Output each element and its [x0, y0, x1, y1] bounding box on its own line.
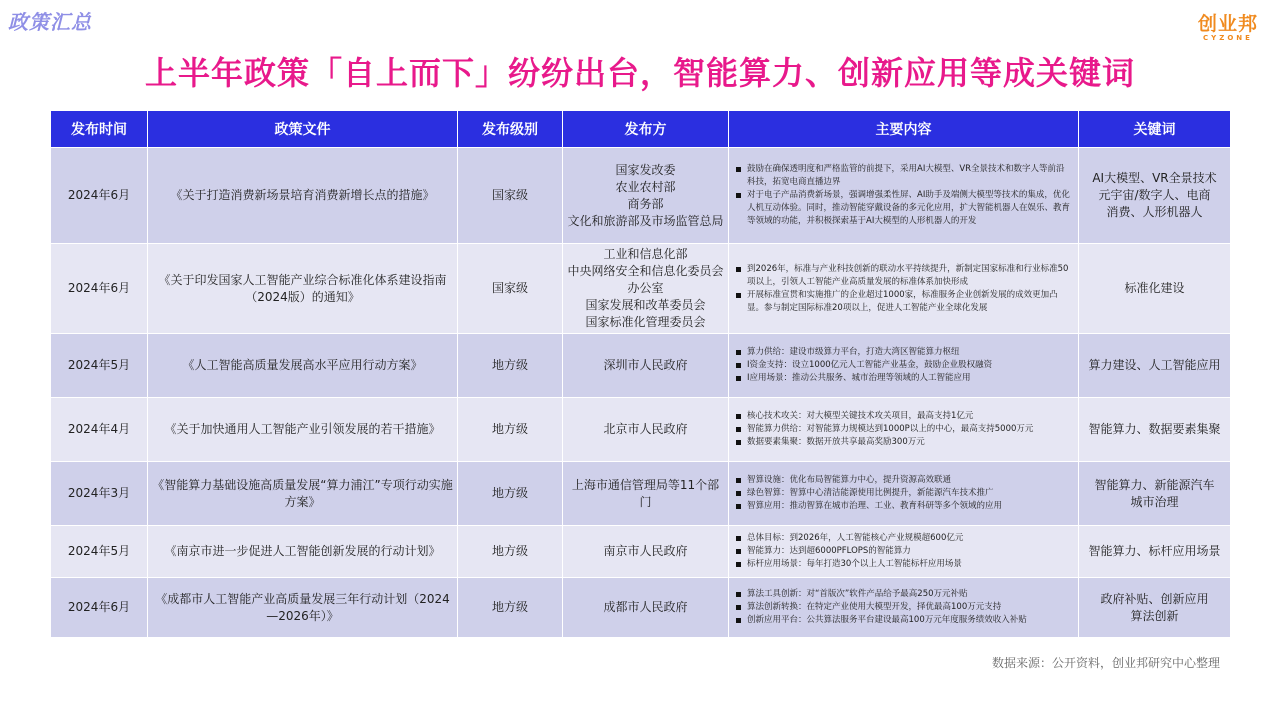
content-bullet: 总体目标：到2026年，人工智能核心产业规模超600亿元 — [747, 532, 1072, 545]
cell-content — [729, 334, 1079, 398]
content-list — [735, 532, 1072, 571]
cell-level: 地方级 — [458, 526, 563, 578]
content-bullet: 鼓励在确保透明度和严格监管的前提下，采用AI大模型、VR全景技术和数字人等前沿科技，拓宽电商直播边界 — [747, 163, 1072, 189]
content-bullet: 绿色智算：智算中心清洁能源使用比例提升，新能源汽车技术推广 — [747, 487, 1072, 500]
cell-level: 国家级 — [458, 244, 563, 334]
issuer-line: 成都市人民政府 — [603, 600, 688, 614]
content-bullet: 算法创新转换：在特定产业使用大模型开发，择优最高100万元支持 — [747, 601, 1072, 614]
table-row — [51, 578, 1231, 638]
content-bullet: 核心技术攻关：对大模型关键技术攻关项目，最高支持1亿元 — [747, 410, 1072, 423]
cell-level: 国家级 — [458, 148, 563, 244]
cell-document: 《成都市人工智能产业高质量发展三年行动计划（2024—2026年）》 — [148, 578, 458, 638]
content-bullet: I资金支持：设立1000亿元人工智能产业基金，鼓励企业股权融资 — [747, 359, 1072, 372]
cell-date: 2024年5月 — [51, 526, 148, 578]
content-bullet: 智能算力：达到超6000PFLOPS的智能算力 — [747, 545, 1072, 558]
content-list — [735, 474, 1072, 513]
keyword-line: 智能算力、标杆应用场景 — [1088, 544, 1221, 558]
policy-table — [50, 110, 1231, 638]
content-bullet: 智算应用：推动智算在城市治理、工业、教育科研等多个领域的应用 — [747, 500, 1072, 513]
cell-content — [729, 526, 1079, 578]
keyword-line: 算力建设、人工智能应用 — [1088, 358, 1221, 372]
content-bullet: 开展标准宣贯和实施推广的企业超过1000家，标准服务企业创新发展的成效更加凸显。参与制定国际标准20项以上，促进人工智能产业全球化发展 — [747, 289, 1072, 315]
source-note: 数据来源：公开资料，创业邦研究中心整理 — [991, 656, 1220, 670]
cell-date: 2024年6月 — [51, 148, 148, 244]
keyword-line: 政府补贴、创新应用 — [1100, 591, 1209, 606]
cell-level: 地方级 — [458, 578, 563, 638]
cell-issuer — [563, 526, 729, 578]
issuer-line: 中央网络安全和信息化委员会办公室 — [567, 264, 724, 295]
content-bullet: 标杆应用场景：每年打造30个以上人工智能标杆应用场景 — [747, 558, 1072, 571]
table-row — [51, 148, 1231, 244]
page-title: 上半年政策「自上而下」纷纷出台，智能算力、创新应用等成关键词 — [144, 54, 1135, 92]
keyword-line: 标准化建设 — [1124, 281, 1185, 295]
issuer-line: 国家发展和改革委员会 — [585, 298, 706, 312]
content-list — [735, 346, 1072, 385]
cell-document: 《南京市进一步促进人工智能创新发展的行动计划》 — [148, 526, 458, 578]
cell-issuer — [563, 148, 729, 244]
content-bullet: 算法工具创新：对“首版次”软件产品给予最高250万元补贴 — [747, 588, 1072, 601]
cell-issuer — [563, 462, 729, 526]
cell-keywords — [1079, 526, 1231, 578]
cell-date: 2024年5月 — [51, 334, 148, 398]
cell-content — [729, 244, 1079, 334]
header-date: 发布时间 — [51, 111, 148, 148]
cell-keywords — [1079, 462, 1231, 526]
cell-content — [729, 578, 1079, 638]
cell-content — [729, 462, 1079, 526]
issuer-line: 深圳市人民政府 — [603, 358, 688, 372]
issuer-line: 文化和旅游部及市场监管总局 — [567, 213, 724, 228]
issuer-line: 上海市通信管理局等11个部门 — [571, 477, 720, 509]
table-row — [51, 334, 1231, 398]
cell-date: 2024年6月 — [51, 578, 148, 638]
cell-document: 《关于加快通用人工智能产业引领发展的若干措施》 — [148, 398, 458, 462]
table-row — [51, 462, 1231, 526]
cell-keywords — [1079, 244, 1231, 334]
keyword-line: 算法创新 — [1130, 608, 1179, 623]
table-row — [51, 526, 1231, 578]
content-bullet: 算力供给：建设市级算力平台，打造大湾区智能算力枢纽 — [747, 346, 1072, 359]
keyword-line: 消费、人形机器人 — [1106, 205, 1203, 219]
cell-keywords — [1079, 398, 1231, 462]
cell-keywords — [1079, 148, 1231, 244]
content-bullet: 对于电子产品消费新场景，强调增强柔性屏、AI助手及端侧大模型等技术的集成，优化人机互动体验。同时，推动智能穿戴设备的多元化应用，扩大智能机器人在娱乐、教育等领域的功能，并积极探索基于AI大模型的人形机器人的开发 — [747, 190, 1071, 226]
cell-issuer — [563, 578, 729, 638]
issuer-line: 南京市人民政府 — [603, 544, 688, 558]
cell-document: 《关于印发国家人工智能产业综合标准化体系建设指南（2024版）的通知》 — [148, 244, 458, 334]
content-bullet: 创新应用平台：公共算法服务平台建设最高100万元年度服务绩效收入补贴 — [747, 614, 1072, 627]
keyword-line: AI大模型、VR全景技术 — [1092, 171, 1217, 185]
content-list — [735, 588, 1072, 627]
cell-level: 地方级 — [458, 398, 563, 462]
content-list — [735, 410, 1072, 449]
cell-issuer — [563, 244, 729, 334]
issuer-line: 农业农村部 — [615, 179, 676, 194]
logo-sub-text: CYZONE — [1203, 34, 1253, 42]
cell-issuer — [563, 334, 729, 398]
table-row — [51, 244, 1231, 334]
cell-keywords — [1079, 334, 1231, 398]
header-issuer: 发布方 — [563, 111, 729, 148]
cell-level: 地方级 — [458, 334, 563, 398]
cyzone-logo — [1198, 14, 1258, 42]
cell-document: 《关于打造消费新场景培育消费新增长点的措施》 — [148, 148, 458, 244]
logo-main-text: 创业邦 — [1197, 13, 1258, 35]
content-bullet: 智能算力供给：对智能算力规模达到1000P以上的中心，最高支持5000万元 — [747, 423, 1072, 436]
cell-keywords — [1079, 578, 1231, 638]
keyword-line: 智能算力、数据要素集聚 — [1088, 422, 1221, 436]
keyword-line: 城市治理 — [1130, 494, 1179, 509]
keyword-line: 智能算力、新能源汽车 — [1094, 477, 1215, 492]
header-document: 政策文件 — [148, 111, 458, 148]
content-bullet: 数据要素集聚：数据开放共享最高奖励300万元 — [747, 436, 1072, 449]
issuer-line: 国家标准化管理委员会 — [585, 315, 706, 329]
issuer-line: 商务部 — [627, 196, 664, 211]
cell-content — [729, 148, 1079, 244]
table-header-row — [51, 111, 1231, 148]
keyword-line: 元宇宙/数字人、电商 — [1098, 188, 1211, 202]
issuer-line: 国家发改委 — [615, 162, 676, 177]
header-level: 发布级别 — [458, 111, 563, 148]
cell-date: 2024年3月 — [51, 462, 148, 526]
content-bullet: 智算设施：优化布局智能算力中心，提升资源高效联通 — [747, 474, 1072, 487]
cell-content — [729, 398, 1079, 462]
cell-date: 2024年4月 — [51, 398, 148, 462]
cell-issuer — [563, 398, 729, 462]
issuer-line: 工业和信息化部 — [603, 247, 688, 261]
content-bullet: 到2026年，标准与产业科技创新的联动水平持续提升，新制定国家标准和行业标准50项以上，引领人工智能产业高质量发展的标准体系加快形成 — [747, 263, 1072, 289]
content-bullet: I应用场景：推动公共服务、城市治理等领域的人工智能应用 — [747, 372, 1072, 385]
header-content: 主要内容 — [729, 111, 1079, 148]
section-label: 政策汇总 — [8, 10, 92, 34]
cell-document: 《人工智能高质量发展高水平应用行动方案》 — [148, 334, 458, 398]
header-keywords: 关键词 — [1079, 111, 1231, 148]
issuer-line: 北京市人民政府 — [603, 422, 688, 436]
cell-date: 2024年6月 — [51, 244, 148, 334]
content-list — [735, 163, 1072, 228]
cell-document: 《智能算力基础设施高质量发展“算力浦江”专项行动实施方案》 — [148, 462, 458, 526]
cell-level: 地方级 — [458, 462, 563, 526]
content-list — [735, 263, 1072, 315]
table-row — [51, 398, 1231, 462]
